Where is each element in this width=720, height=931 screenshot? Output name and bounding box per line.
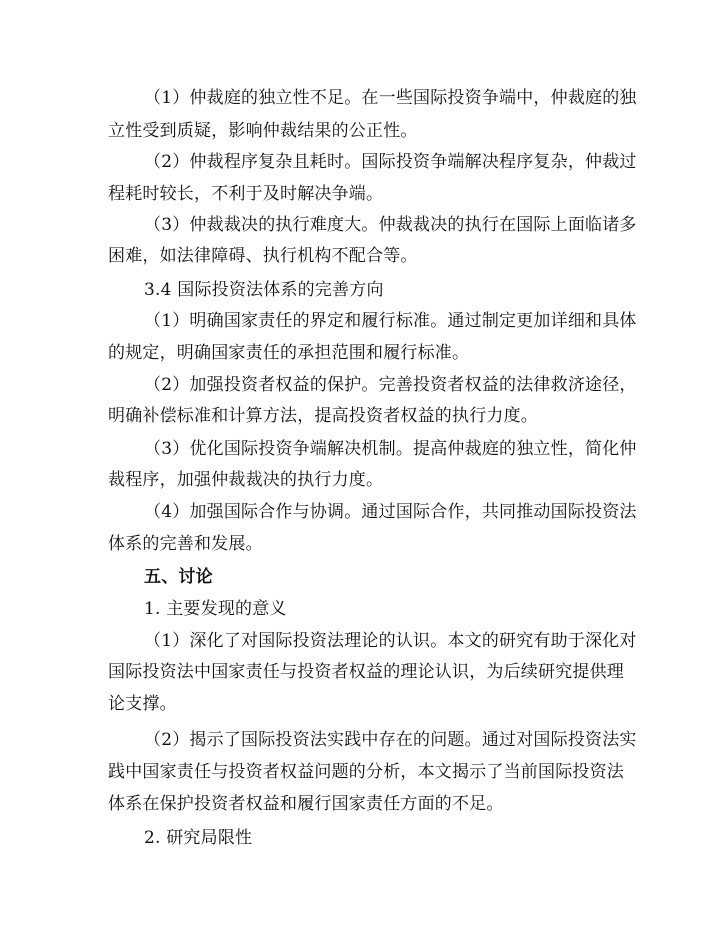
paragraph-line: （3）优化国际投资争端解决机制。提高仲裁庭的独立性，简化仲 [144,439,637,459]
subsection-heading: 1. 主要发现的意义 [144,599,287,619]
paragraph-line: 践中国家责任与投资者权益问题的分析，本文揭示了当前国际投资法 [108,762,624,782]
paragraph-line: （4）加强国际合作与协调。通过国际合作，共同推动国际投资法 [144,502,637,522]
paragraph-line: （2）加强投资者权益的保护。完善投资者权益的法律救济途径， [144,375,637,395]
paragraph-line: 裁程序，加强仲裁裁决的执行力度。 [108,470,384,490]
paragraph-line: 国际投资法中国家责任与投资者权益的理论认识，为后续研究提供理 [108,662,624,682]
paragraph-line: （1）深化了对国际投资法理论的认识。本文的研究有助于深化对 [144,631,637,651]
paragraph-line: 立性受到质疑，影响仲裁结果的公正性。 [108,121,418,141]
paragraph-line: （2）揭示了国际投资法实践中存在的问题。通过对国际投资法实 [144,730,637,750]
paragraph-line: 的规定，明确国家责任的承担范围和履行标准。 [108,343,470,363]
paragraph-line: 明确补偿标准和计算方法，提高投资者权益的执行力度。 [108,406,538,426]
chapter-heading: 五、讨论 [144,567,213,587]
paragraph-line: 论支撑。 [108,694,177,714]
paragraph-line: 困难，如法律障碍、执行机构不配合等。 [108,246,418,266]
paragraph-line: （2）仲裁程序复杂且耗时。国际投资争端解决程序复杂，仲裁过 [144,152,637,172]
paragraph-line: 体系的完善和发展。 [108,534,263,554]
subsection-heading: 2. 研究局限性 [144,828,253,848]
paragraph-line: （1）仲裁庭的独立性不足。在一些国际投资争端中，仲裁庭的独 [144,88,637,108]
paragraph-line: （3）仲裁裁决的执行难度大。仲裁裁决的执行在国际上面临诸多 [144,215,637,235]
paragraph-line: 程耗时较长，不利于及时解决争端。 [108,184,384,204]
paragraph-line: 体系在保护投资者权益和履行国家责任方面的不足。 [108,794,504,814]
section-heading: 3.4 国际投资法体系的完善方向 [144,280,384,300]
paragraph-line: （1）明确国家责任的界定和履行标准。通过制定更加详细和具体 [144,311,637,331]
